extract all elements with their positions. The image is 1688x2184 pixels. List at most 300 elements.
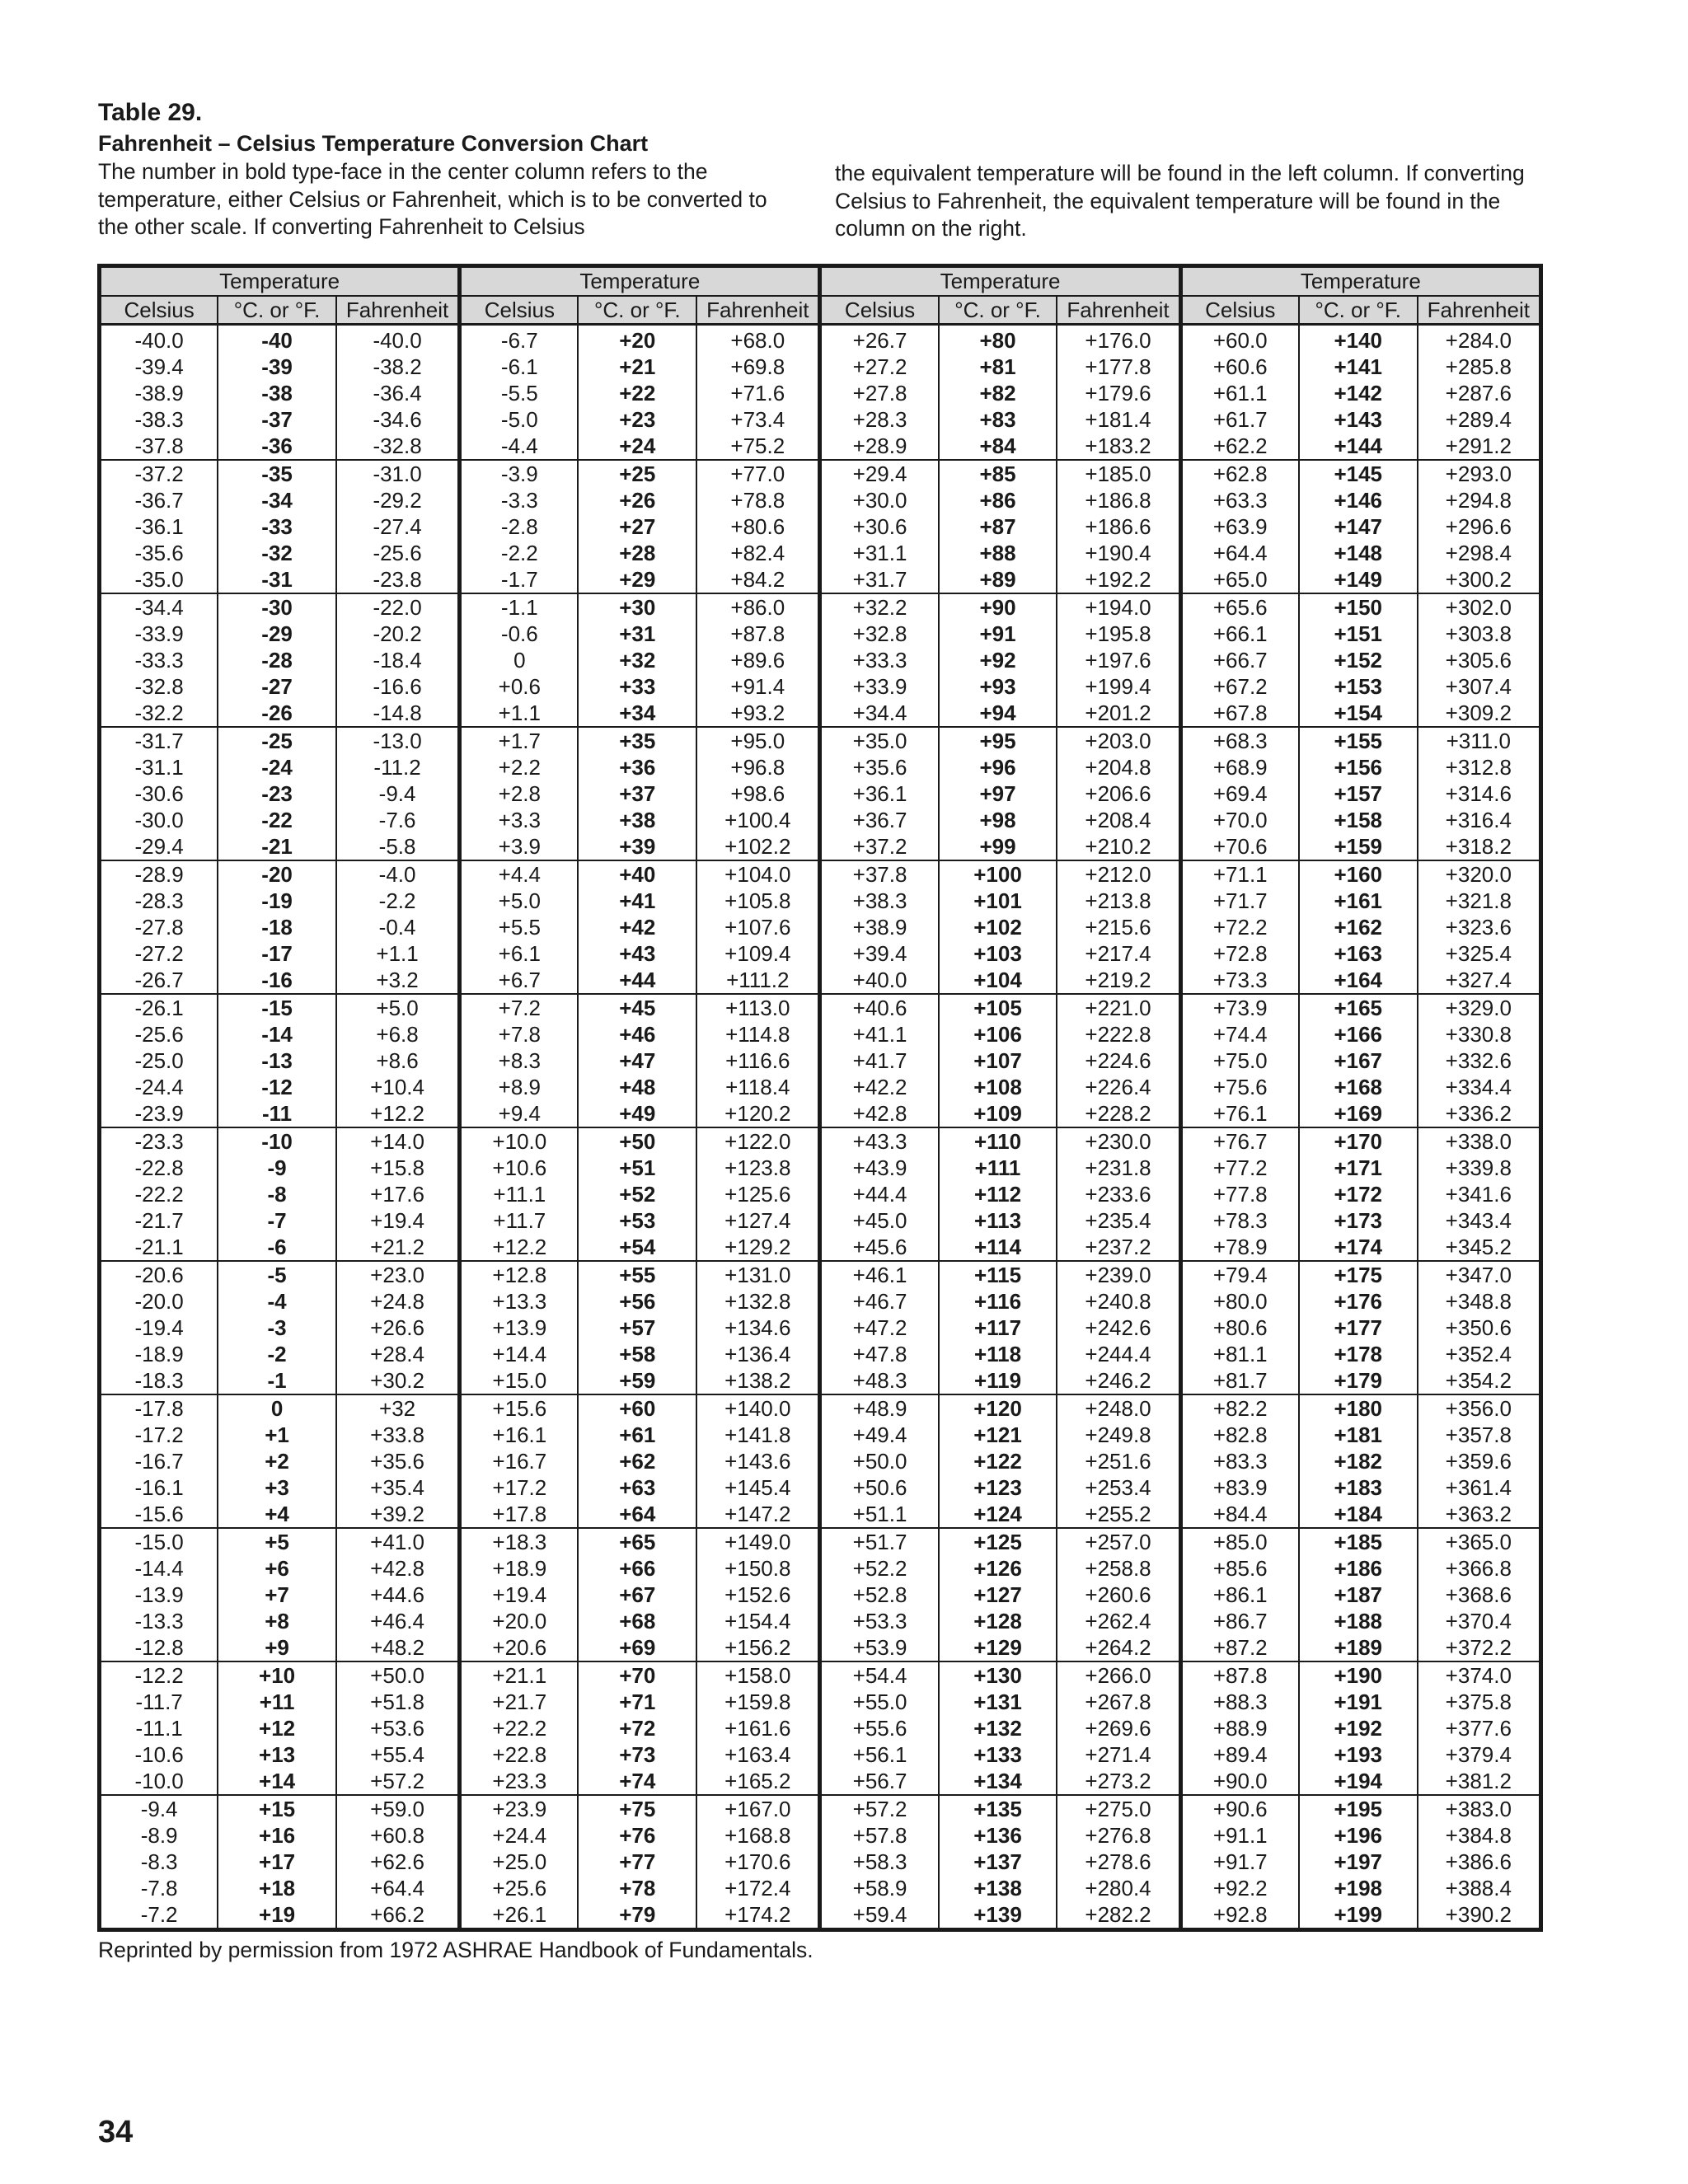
cell-celsius: +76.1 [1180, 1100, 1299, 1127]
cell-celsius: +74.4 [1180, 1021, 1299, 1047]
cell-temperature: +175 [1299, 1261, 1418, 1288]
cell-celsius: -23.3 [100, 1127, 218, 1155]
table-row [100, 1047, 1541, 1074]
cell-celsius: +28.9 [820, 433, 939, 460]
cell-fahrenheit: +339.8 [1445, 1155, 1512, 1180]
cell-celsius: +13.3 [460, 1288, 579, 1315]
cell-celsius: -3.3 [460, 487, 579, 513]
cell-celsius: +5.0 [460, 888, 579, 914]
cell-temperature: +78 [578, 1875, 696, 1901]
cell-fahrenheit: +41.0 [336, 1528, 460, 1555]
cell-temperature: +35 [578, 727, 696, 754]
cell-fahrenheit: +210.2 [1057, 833, 1180, 860]
cell-temperature: +128 [939, 1608, 1057, 1634]
cell-temperature: +82 [939, 380, 1057, 406]
cell-celsius: -5.5 [460, 380, 579, 406]
cell-fahrenheit: +298.4 [1445, 541, 1512, 565]
cell-fahrenheit: +320.0 [1445, 862, 1512, 887]
table-row [100, 1501, 1541, 1528]
cell-temperature: +155 [1299, 727, 1418, 754]
cell-celsius: +29.4 [820, 460, 939, 487]
cell-temperature: +103 [939, 940, 1057, 967]
cell-fahrenheit: +231.8 [1057, 1155, 1180, 1181]
cell-temperature: +190 [1299, 1661, 1418, 1689]
cell-celsius: -10.6 [100, 1741, 218, 1768]
cell-temperature: -13 [218, 1047, 336, 1074]
cell-fahrenheit: +291.2 [1418, 433, 1541, 460]
cell-temperature: +191 [1299, 1689, 1418, 1715]
col-header-fahrenheit: Fahrenheit [696, 296, 820, 325]
cell-fahrenheit: +213.8 [1057, 888, 1180, 914]
cell-fahrenheit: +80.6 [696, 513, 820, 540]
cell-temperature: -2 [218, 1341, 336, 1367]
cell-temperature: -29 [218, 621, 336, 647]
cell-fahrenheit: +100.4 [696, 807, 820, 833]
cell-celsius: +40.0 [820, 967, 939, 994]
cell-fahrenheit: +258.8 [1057, 1555, 1180, 1582]
cell-temperature: +5 [218, 1528, 336, 1555]
cell-celsius: +62.2 [1180, 433, 1299, 460]
cell-celsius: -4.4 [460, 433, 579, 460]
cell-fahrenheit: +206.6 [1057, 780, 1180, 807]
cell-fahrenheit: +150.8 [696, 1555, 820, 1582]
cell-temperature: +111 [939, 1155, 1057, 1181]
table-row [100, 1875, 1541, 1901]
cell-fahrenheit: +195.8 [1057, 621, 1180, 647]
cell-celsius: +71.7 [1180, 888, 1299, 914]
table-row [100, 754, 1541, 780]
cell-celsius: +86.7 [1180, 1608, 1299, 1634]
cell-celsius: +43.9 [820, 1155, 939, 1181]
cell-temperature: -7 [218, 1207, 336, 1234]
cell-fahrenheit: +239.0 [1057, 1261, 1180, 1288]
cell-fahrenheit: +354.2 [1418, 1367, 1541, 1394]
cell-temperature: +166 [1299, 1021, 1418, 1047]
cell-celsius: -1.1 [460, 593, 579, 621]
cell-fahrenheit: -7.6 [336, 807, 460, 833]
cell-celsius: -16.7 [100, 1448, 218, 1474]
cell-fahrenheit: +127.4 [696, 1207, 820, 1234]
cell-temperature: +125 [939, 1528, 1057, 1555]
cell-temperature: +120 [939, 1394, 1057, 1422]
cell-fahrenheit: +177.8 [1057, 354, 1180, 380]
cell-fahrenheit: +186.6 [1057, 513, 1180, 540]
cell-temperature: +129 [939, 1634, 1057, 1661]
cell-celsius: +82.8 [1180, 1422, 1299, 1448]
cell-temperature: +141 [1299, 354, 1418, 380]
cell-celsius: -31.1 [100, 754, 218, 780]
cell-celsius: +73.3 [1180, 967, 1299, 994]
cell-celsius: +83.9 [1180, 1474, 1299, 1501]
cell-temperature: +71 [578, 1689, 696, 1715]
cell-temperature: +159 [1299, 833, 1418, 860]
cell-temperature: +3 [218, 1474, 336, 1501]
cell-temperature: +36 [578, 754, 696, 780]
table-number: Table 29. [98, 99, 203, 126]
cell-temperature: +144 [1299, 433, 1418, 460]
cell-fahrenheit: +59.0 [336, 1795, 460, 1822]
cell-celsius: -35.0 [100, 566, 218, 593]
col-header-c-or-f: °C. or °F. [1299, 296, 1418, 325]
cell-temperature: +189 [1299, 1634, 1418, 1661]
cell-temperature: -27 [218, 673, 336, 700]
cell-temperature: +48 [578, 1074, 696, 1100]
cell-temperature: +115 [939, 1261, 1057, 1288]
cell-celsius: +91.7 [1180, 1849, 1299, 1875]
cell-celsius: +46.7 [820, 1288, 939, 1315]
cell-temperature: +153 [1299, 673, 1418, 700]
cell-fahrenheit: +104.0 [696, 860, 820, 888]
cell-fahrenheit: +168.8 [696, 1822, 820, 1849]
cell-fahrenheit: +350.6 [1445, 1315, 1512, 1340]
cell-fahrenheit: +280.4 [1057, 1875, 1180, 1901]
cell-fahrenheit: +372.2 [1418, 1634, 1541, 1661]
cell-fahrenheit: +55.4 [336, 1741, 460, 1768]
cell-temperature: +39 [578, 833, 696, 860]
cell-temperature: -25 [218, 727, 336, 754]
cell-celsius: +27.8 [820, 380, 939, 406]
cell-temperature: +80 [939, 325, 1057, 354]
table-row [100, 1422, 1541, 1448]
cell-temperature: -17 [218, 940, 336, 967]
cell-celsius: +50.6 [820, 1474, 939, 1501]
cell-celsius: +33.9 [820, 673, 939, 700]
table-row [100, 1261, 1541, 1288]
cell-fahrenheit: +352.4 [1445, 1342, 1512, 1366]
cell-temperature: +116 [939, 1288, 1057, 1315]
cell-temperature: +133 [939, 1741, 1057, 1768]
table-row [100, 1181, 1541, 1207]
cell-fahrenheit: +35.6 [336, 1448, 460, 1474]
cell-celsius: -28.3 [100, 888, 218, 914]
cell-fahrenheit: +159.8 [696, 1689, 820, 1715]
cell-celsius: -15.0 [100, 1528, 218, 1555]
cell-fahrenheit: +82.4 [696, 540, 820, 566]
cell-temperature: +45 [578, 994, 696, 1021]
cell-fahrenheit: +240.8 [1057, 1288, 1180, 1315]
cell-fahrenheit: +105.8 [696, 888, 820, 914]
cell-celsius: +23.3 [460, 1768, 579, 1795]
group-header-temperature: Temperature [460, 266, 820, 297]
cell-fahrenheit: +28.4 [336, 1341, 460, 1367]
cell-celsius: +6.7 [460, 967, 579, 994]
cell-temperature: +65 [578, 1528, 696, 1555]
cell-fahrenheit: +260.6 [1057, 1582, 1180, 1608]
cell-temperature: 0 [218, 1394, 336, 1422]
cell-fahrenheit: +33.8 [336, 1422, 460, 1448]
cell-celsius: -30.6 [100, 780, 218, 807]
cell-celsius: -15.6 [100, 1501, 218, 1528]
cell-celsius: +15.0 [460, 1367, 579, 1394]
table-row [100, 540, 1541, 566]
cell-celsius: +17.8 [460, 1501, 579, 1528]
cell-fahrenheit: +140.0 [696, 1394, 820, 1422]
cell-temperature: -5 [218, 1261, 336, 1288]
table-row [100, 1528, 1541, 1555]
cell-fahrenheit: +75.2 [696, 433, 820, 460]
cell-temperature: +152 [1299, 647, 1418, 673]
cell-temperature: +187 [1299, 1582, 1418, 1608]
cell-fahrenheit: +204.8 [1057, 754, 1180, 780]
table-row [100, 1661, 1541, 1689]
table-row [100, 325, 1541, 354]
cell-celsius: -26.7 [100, 967, 218, 994]
cell-temperature: -38 [218, 380, 336, 406]
cell-temperature: +70 [578, 1661, 696, 1689]
table-row [100, 1634, 1541, 1661]
col-header-celsius: Celsius [1180, 296, 1299, 325]
cell-temperature: +51 [578, 1155, 696, 1181]
cell-fahrenheit: +42.8 [336, 1555, 460, 1582]
cell-celsius: +57.2 [820, 1795, 939, 1822]
cell-temperature: +149 [1299, 566, 1418, 593]
cell-temperature: +18 [218, 1875, 336, 1901]
table-row [100, 433, 1541, 460]
cell-temperature: +142 [1299, 380, 1418, 406]
cell-temperature: +79 [578, 1901, 696, 1930]
col-header-fahrenheit: Fahrenheit [336, 296, 460, 325]
cell-celsius: +39.4 [820, 940, 939, 967]
cell-fahrenheit: +95.0 [696, 727, 820, 754]
footnote: Reprinted by permission from 1972 ASHRAE Handbook of Fundamentals. [98, 1938, 814, 1962]
cell-temperature: +72 [578, 1715, 696, 1741]
cell-fahrenheit: +138.2 [696, 1367, 820, 1394]
cell-celsius: +1.7 [460, 727, 579, 754]
cell-celsius: -21.1 [100, 1234, 218, 1261]
cell-fahrenheit: +156.2 [696, 1634, 820, 1661]
cell-temperature: +74 [578, 1768, 696, 1795]
cell-temperature: +150 [1299, 593, 1418, 621]
table-row [100, 673, 1541, 700]
cell-celsius: +92.2 [1180, 1875, 1299, 1901]
cell-celsius: +38.3 [820, 888, 939, 914]
cell-temperature: +63 [578, 1474, 696, 1501]
cell-celsius: -21.7 [100, 1207, 218, 1234]
cell-fahrenheit: +60.8 [336, 1822, 460, 1849]
cell-temperature: +193 [1299, 1741, 1418, 1768]
table-row [100, 1582, 1541, 1608]
cell-temperature: +85 [939, 460, 1057, 487]
cell-temperature: +154 [1299, 700, 1418, 727]
cell-temperature: +122 [939, 1448, 1057, 1474]
cell-celsius: +79.4 [1180, 1261, 1299, 1288]
cell-temperature: -12 [218, 1074, 336, 1100]
cell-celsius: +82.2 [1180, 1394, 1299, 1422]
cell-celsius: -3.9 [460, 460, 579, 487]
cell-temperature: +182 [1299, 1448, 1418, 1474]
cell-celsius: +7.8 [460, 1021, 579, 1047]
cell-fahrenheit: +249.8 [1057, 1422, 1180, 1448]
cell-fahrenheit: +253.4 [1057, 1474, 1180, 1501]
cell-fahrenheit: +276.8 [1057, 1822, 1180, 1849]
cell-celsius: -11.7 [100, 1689, 218, 1715]
cell-fahrenheit: +32 [336, 1394, 460, 1422]
cell-fahrenheit: +321.8 [1445, 888, 1512, 913]
cell-celsius: +10.0 [460, 1127, 579, 1155]
cell-temperature: +136 [939, 1822, 1057, 1849]
cell-celsius: -18.3 [100, 1367, 218, 1394]
cell-temperature: +16 [218, 1822, 336, 1849]
col-header-celsius: Celsius [460, 296, 579, 325]
cell-fahrenheit: +12.2 [336, 1100, 460, 1127]
cell-celsius: +25.6 [460, 1875, 579, 1901]
cell-temperature: +145 [1299, 460, 1418, 487]
cell-celsius: +11.1 [460, 1181, 579, 1207]
cell-temperature: +137 [939, 1849, 1057, 1875]
cell-fahrenheit: +163.4 [696, 1741, 820, 1768]
col-header-fahrenheit: Fahrenheit [1418, 296, 1541, 325]
cell-celsius: -38.3 [100, 406, 218, 433]
cell-fahrenheit: +141.8 [696, 1422, 820, 1448]
cell-temperature: +151 [1299, 621, 1418, 647]
cell-celsius: +80.6 [1180, 1315, 1299, 1341]
cell-fahrenheit: +39.2 [336, 1501, 460, 1528]
cell-temperature: +181 [1299, 1422, 1418, 1448]
cell-fahrenheit: +230.0 [1057, 1127, 1180, 1155]
col-header-fahrenheit: Fahrenheit [1057, 296, 1180, 325]
cell-fahrenheit: +21.2 [336, 1234, 460, 1261]
table-row [100, 700, 1541, 727]
cell-celsius: +67.2 [1180, 673, 1299, 700]
cell-fahrenheit: +194.0 [1057, 593, 1180, 621]
table-row [100, 1100, 1541, 1127]
cell-celsius: +16.1 [460, 1422, 579, 1448]
cell-fahrenheit: +289.4 [1445, 407, 1512, 432]
cell-temperature: +177 [1299, 1315, 1418, 1341]
cell-temperature: +77 [578, 1849, 696, 1875]
cell-temperature: +123 [939, 1474, 1057, 1501]
cell-fahrenheit: -40.0 [336, 325, 460, 354]
cell-fahrenheit: -11.2 [336, 754, 460, 780]
cell-fahrenheit: +363.2 [1418, 1501, 1541, 1528]
cell-celsius: +76.7 [1180, 1127, 1299, 1155]
cell-fahrenheit: +309.2 [1418, 700, 1541, 727]
cell-fahrenheit: -25.6 [336, 540, 460, 566]
cell-temperature: -36 [218, 433, 336, 460]
cell-temperature: +93 [939, 673, 1057, 700]
cell-celsius: -13.3 [100, 1608, 218, 1634]
cell-celsius: +12.8 [460, 1261, 579, 1288]
cell-celsius: +58.9 [820, 1875, 939, 1901]
cell-celsius: +78.3 [1180, 1207, 1299, 1234]
cell-celsius: +7.2 [460, 994, 579, 1021]
cell-temperature: +26 [578, 487, 696, 513]
cell-fahrenheit: +365.0 [1445, 1530, 1512, 1554]
cell-fahrenheit: +305.6 [1445, 648, 1512, 673]
cell-fahrenheit: +3.2 [336, 967, 460, 994]
cell-celsius: -0.6 [460, 621, 579, 647]
cell-celsius: +13.9 [460, 1315, 579, 1341]
cell-fahrenheit: +197.6 [1057, 647, 1180, 673]
cell-celsius: +48.3 [820, 1367, 939, 1394]
cell-celsius: +15.6 [460, 1394, 579, 1422]
cell-temperature: +9 [218, 1634, 336, 1661]
cell-fahrenheit: +379.4 [1445, 1742, 1512, 1767]
cell-celsius: -38.9 [100, 380, 218, 406]
cell-temperature: +21 [578, 354, 696, 380]
cell-fahrenheit: +336.2 [1418, 1100, 1541, 1127]
cell-temperature: +61 [578, 1422, 696, 1448]
cell-fahrenheit: +84.2 [696, 566, 820, 593]
cell-fahrenheit: +109.4 [696, 940, 820, 967]
cell-celsius: +48.9 [820, 1394, 939, 1422]
cell-fahrenheit: +242.6 [1057, 1315, 1180, 1341]
cell-temperature: -33 [218, 513, 336, 540]
cell-celsius: +9.4 [460, 1100, 579, 1127]
cell-celsius: +67.8 [1180, 700, 1299, 727]
cell-fahrenheit: -36.4 [336, 380, 460, 406]
cell-temperature: +83 [939, 406, 1057, 433]
cell-fahrenheit: +96.8 [696, 754, 820, 780]
table-row [100, 780, 1541, 807]
cell-celsius: +17.2 [460, 1474, 579, 1501]
cell-fahrenheit: +66.2 [336, 1901, 460, 1930]
cell-celsius: +26.7 [820, 325, 939, 354]
cell-fahrenheit: +287.6 [1445, 381, 1512, 405]
cell-fahrenheit: +374.0 [1445, 1663, 1512, 1688]
table-row [100, 833, 1541, 860]
cell-fahrenheit: +266.0 [1057, 1661, 1180, 1689]
cell-fahrenheit: +300.2 [1418, 566, 1541, 593]
cell-fahrenheit: +98.6 [696, 780, 820, 807]
cell-temperature: +12 [218, 1715, 336, 1741]
cell-celsius: +68.3 [1180, 727, 1299, 754]
cell-fahrenheit: +123.8 [696, 1155, 820, 1181]
cell-temperature: +114 [939, 1234, 1057, 1261]
cell-fahrenheit: +248.0 [1057, 1394, 1180, 1422]
cell-temperature: +173 [1299, 1207, 1418, 1234]
cell-temperature: +130 [939, 1661, 1057, 1689]
cell-celsius: +55.6 [820, 1715, 939, 1741]
table-row [100, 967, 1541, 994]
cell-fahrenheit: +50.0 [336, 1661, 460, 1689]
cell-fahrenheit: +53.6 [336, 1715, 460, 1741]
cell-temperature: +170 [1299, 1127, 1418, 1155]
cell-temperature: +52 [578, 1181, 696, 1207]
cell-fahrenheit: +327.4 [1418, 967, 1541, 994]
cell-celsius: +30.0 [820, 487, 939, 513]
cell-temperature: -19 [218, 888, 336, 914]
cell-celsius: +20.6 [460, 1634, 579, 1661]
cell-fahrenheit: +111.2 [696, 967, 820, 994]
cell-temperature: +194 [1299, 1768, 1418, 1795]
cell-temperature: +30 [578, 593, 696, 621]
cell-celsius: +91.1 [1180, 1822, 1299, 1849]
table-row [100, 807, 1541, 833]
cell-celsius: -17.2 [100, 1422, 218, 1448]
cell-celsius: +89.4 [1180, 1741, 1299, 1768]
group-header-row [100, 266, 1541, 297]
cell-fahrenheit: +222.8 [1057, 1021, 1180, 1047]
cell-fahrenheit: +10.4 [336, 1074, 460, 1100]
cell-fahrenheit: +366.8 [1445, 1556, 1512, 1581]
cell-temperature: +22 [578, 380, 696, 406]
cell-temperature: -31 [218, 566, 336, 593]
cell-temperature: +8 [218, 1608, 336, 1634]
cell-fahrenheit: +192.2 [1057, 566, 1180, 593]
cell-fahrenheit: +215.6 [1057, 914, 1180, 940]
col-header-c-or-f: °C. or °F. [218, 296, 336, 325]
cell-celsius: -33.9 [100, 621, 218, 647]
cell-temperature: +148 [1299, 540, 1418, 566]
cell-celsius: +86.1 [1180, 1582, 1299, 1608]
cell-fahrenheit: +14.0 [336, 1127, 460, 1155]
cell-celsius: -8.3 [100, 1849, 218, 1875]
cell-celsius: -24.4 [100, 1074, 218, 1100]
cell-celsius: +58.3 [820, 1849, 939, 1875]
cell-fahrenheit: +181.4 [1057, 406, 1180, 433]
cell-fahrenheit: +217.4 [1057, 940, 1180, 967]
